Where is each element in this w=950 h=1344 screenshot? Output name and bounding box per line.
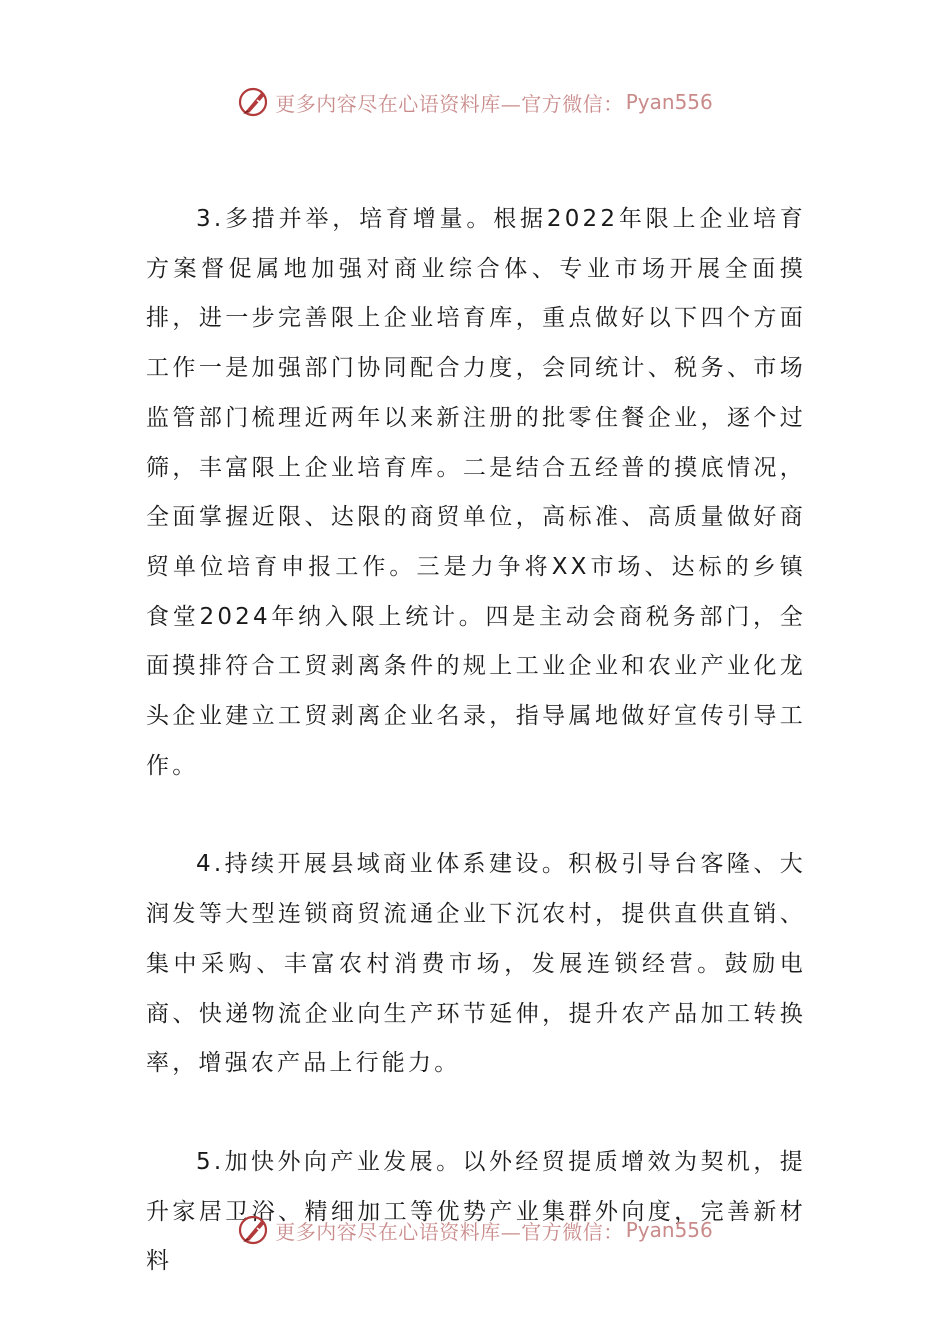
- pen-in-circle-icon: [237, 1213, 271, 1247]
- wechat-id: Pyan556: [625, 90, 713, 114]
- footer-banner: [0, 1210, 950, 1250]
- paragraph-4: 4.持续开展县域商业体系建设。积极引导台客隆、大润发等大型连锁商贸流通企业下沉农村，提供直供直销、集中采购、丰富农村消费市场，发展连锁经营。鼓励电商、快递物流企业向生产环节延伸，提升农产品加工转换率，增强农产品上行能力。: [146, 851, 806, 1077]
- document-body: [146, 195, 806, 1287]
- header-banner: [0, 82, 950, 122]
- paragraph-5: 5.加快外向产业发展。以外经贸提质增效为契机，提升家居卫浴、精细加工等优势产业集群外向度，完善新材料: [146, 1148, 806, 1275]
- paragraph-3: 3.多措并举，培育增量。根据2022年限上企业培育方案督促属地加强对商业综合体、专业市场开展全面摸排，进一步完善限上企业培育库，重点做好以下四个方面工作一是加强部门协同配合力度，会同统计、税务、市场监管部门梳理近两年以来新注册的批零住餐企业，逐个过筛，丰富限上企业培育库。二是结合五经普的摸底情况，全面掌握近限、达限的商贸单位，高标准、高质量做好商贸单位培育申报工作。三是力争将XX市场、达标的乡镇食堂2024年纳入限上统计。四是主动会商税务部门，全面摸排符合工贸剥离条件的规上工业企业和农业产业化龙头企业建立工贸剥离企业名录，指导属地做好宣传引导工作。: [146, 206, 806, 779]
- banner-text: 更多内容尽在心语资料库—官方微信：: [275, 91, 624, 116]
- pen-in-circle-icon: [237, 85, 271, 119]
- wechat-id: Pyan556: [625, 1218, 713, 1242]
- banner-text: 更多内容尽在心语资料库—官方微信：: [275, 1219, 624, 1244]
